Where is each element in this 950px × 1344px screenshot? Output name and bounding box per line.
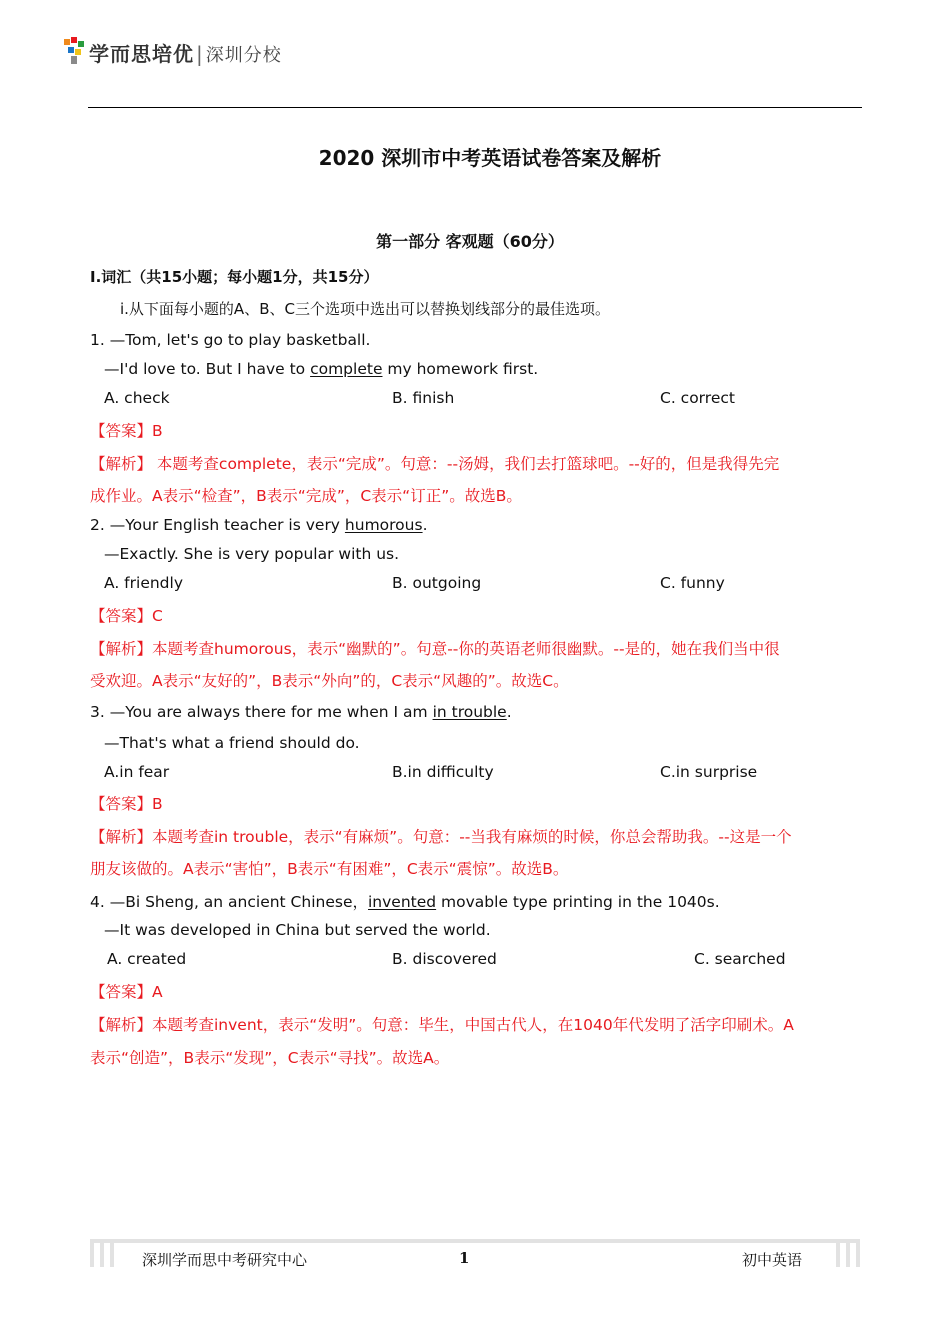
q3-option-c: C.in surprise: [660, 763, 758, 781]
logo-branch: 深圳分校: [205, 45, 282, 66]
logo-separator: |: [196, 42, 204, 66]
page-title: 2020 深圳市中考英语试卷答案及解析: [318, 146, 662, 170]
q2-option-a: A. friendly: [104, 574, 183, 592]
page-number: 1: [459, 1249, 470, 1267]
q4-option-b: B. discovered: [392, 950, 497, 968]
section-title: I.词汇（共15小题；每小题1分，共15分）: [90, 268, 379, 286]
header-rule: [88, 107, 862, 108]
q1-option-a: A. check: [104, 389, 170, 407]
q4-underlined: invented: [368, 893, 437, 911]
q4-option-a: A. created: [107, 950, 187, 968]
q1-answer: 【答案】B: [90, 422, 163, 440]
q3-option-a: A.in fear: [104, 763, 170, 781]
q1-option-c: C. correct: [660, 389, 735, 407]
footer-left: 深圳学而思中考研究中心: [142, 1251, 308, 1269]
q1-underlined: complete: [310, 360, 383, 378]
q1-prompt: 1. —Tom, let's go to play basketball.: [90, 331, 371, 349]
q4-analysis-line2: 表示“创造”，B表示“发现”，C表示“寻找”。故选A。: [90, 1049, 450, 1067]
q4-answer: 【答案】A: [90, 983, 163, 1001]
brand-logo-text: [89, 38, 282, 67]
q3-prompt: 3. —You are always there for me when I am in trouble.: [90, 703, 512, 721]
q2-reply: —Exactly. She is very popular with us.: [104, 545, 400, 563]
footer-right: 初中英语: [742, 1251, 803, 1269]
q1-option-b: B. finish: [392, 389, 455, 407]
q2-prompt: 2. —Your English teacher is very humorous.: [90, 516, 428, 534]
instruction: i.从下面每小题的A、B、C三个选项中选出可以替换划线部分的最佳选项。: [120, 300, 610, 318]
q3-analysis-line2: 朋友该做的。A表示“害怕”，B表示“有困难”，C表示“震惊”。故选B。: [90, 860, 569, 878]
q2-analysis-line2: 受欢迎。A表示“友好的”，B表示“外向”的，C表示“风趣的”。故选C。: [90, 672, 569, 690]
q2-underlined: humorous: [344, 516, 423, 534]
q2-answer: 【答案】C: [90, 607, 163, 625]
q3-option-b: B.in difficulty: [392, 763, 494, 781]
q2-analysis-line1: 【解析】本题考查humorous，表示“幽默的”。句意--你的英语老师很幽默。--是的，她在我们当中很: [90, 640, 780, 658]
q3-reply: —That's what a friend should do.: [104, 734, 360, 752]
q4-reply: —It was developed in China but served the world.: [104, 921, 491, 939]
q1-analysis-line1: 【解析】 本题考查complete，表示“完成”。句意：--汤姆，我们去打篮球吧。--好的，但是我得先完: [90, 455, 780, 473]
q4-prompt: 4. —Bi Sheng, an ancient Chinese，invented movable type printing in the 1040s.: [90, 893, 720, 911]
logo-brand: 学而思培优: [89, 42, 194, 66]
q1-analysis-line2: 成作业。A表示“检查”，B表示“完成”，C表示“订正”。故选B。: [90, 487, 522, 505]
q3-underlined: in trouble: [432, 703, 507, 721]
q2-option-c: C. funny: [660, 574, 725, 592]
q3-analysis-line1: 【解析】本题考查in trouble，表示“有麻烦”。句意：--当我有麻烦的时候，你总会帮助我。--这是一个: [90, 828, 792, 846]
part-title: 第一部分 客观题（60分）: [376, 232, 564, 251]
q3-answer: 【答案】B: [90, 795, 163, 813]
q2-option-b: B. outgoing: [392, 574, 482, 592]
q4-option-c: C. searched: [694, 950, 786, 968]
brand-logo-icon: [64, 37, 86, 65]
q1-reply: —I'd love to. But I have to complete my homework first.: [104, 360, 539, 378]
q4-analysis-line1: 【解析】本题考查invent，表示“发明”。句意：毕生，中国古代人，在1040年代发明了活字印刷术。A: [90, 1016, 794, 1034]
